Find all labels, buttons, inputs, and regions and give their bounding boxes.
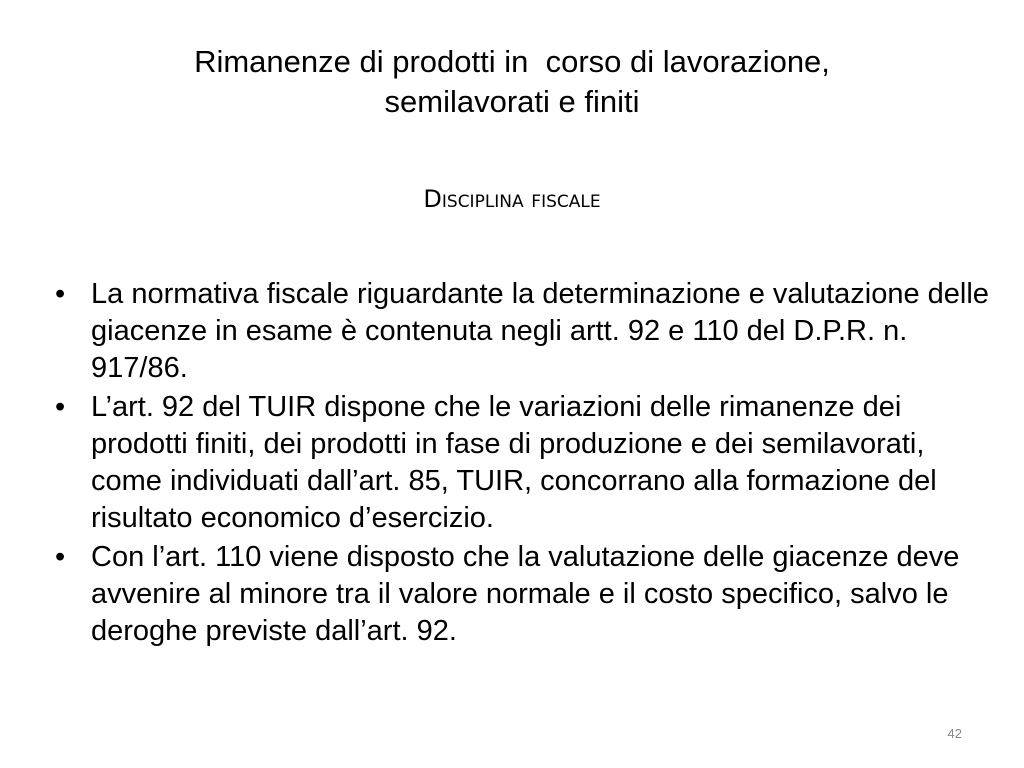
bullet-item-1: [55, 276, 995, 387]
slide-title-line-2: semilavorati e finiti: [384, 84, 640, 119]
bullet-icon: •: [55, 541, 66, 573]
bullet-text-1: La normativa fiscale riguardante la determinazione e valutazione delle giacenze in esame è contenuta negli artt. 92 e 110 del D.P.R. n. 917/86.: [91, 278, 989, 384]
page-number: 42: [947, 726, 962, 741]
bullet-icon: •: [55, 278, 66, 310]
bullet-list: [55, 276, 995, 652]
bullet-icon: •: [55, 391, 66, 423]
slide-subtitle: Disciplina fiscale: [423, 185, 601, 213]
bullet-item-2: [55, 389, 995, 537]
slide-title: [60, 42, 964, 122]
bullet-text-2: L’art. 92 del TUIR dispone che le variazioni delle rimanenze dei prodotti finiti, dei prodotti in fase di produzione e dei semilavorati, come individuati dall’art. 85, TUIR, concorrano alla formazione del risultato economico d’esercizio.: [91, 391, 937, 534]
bullet-text-3: Con l’art. 110 viene disposto che la valutazione delle giacenze deve avvenire al minore tra il valore normale e il costo specifico, salvo le deroghe previste dall’art. 92.: [91, 541, 960, 647]
slide-title-line-1: Rimanenze di prodotti in corso di lavorazione,: [194, 44, 830, 79]
bullet-item-3: [55, 539, 995, 650]
